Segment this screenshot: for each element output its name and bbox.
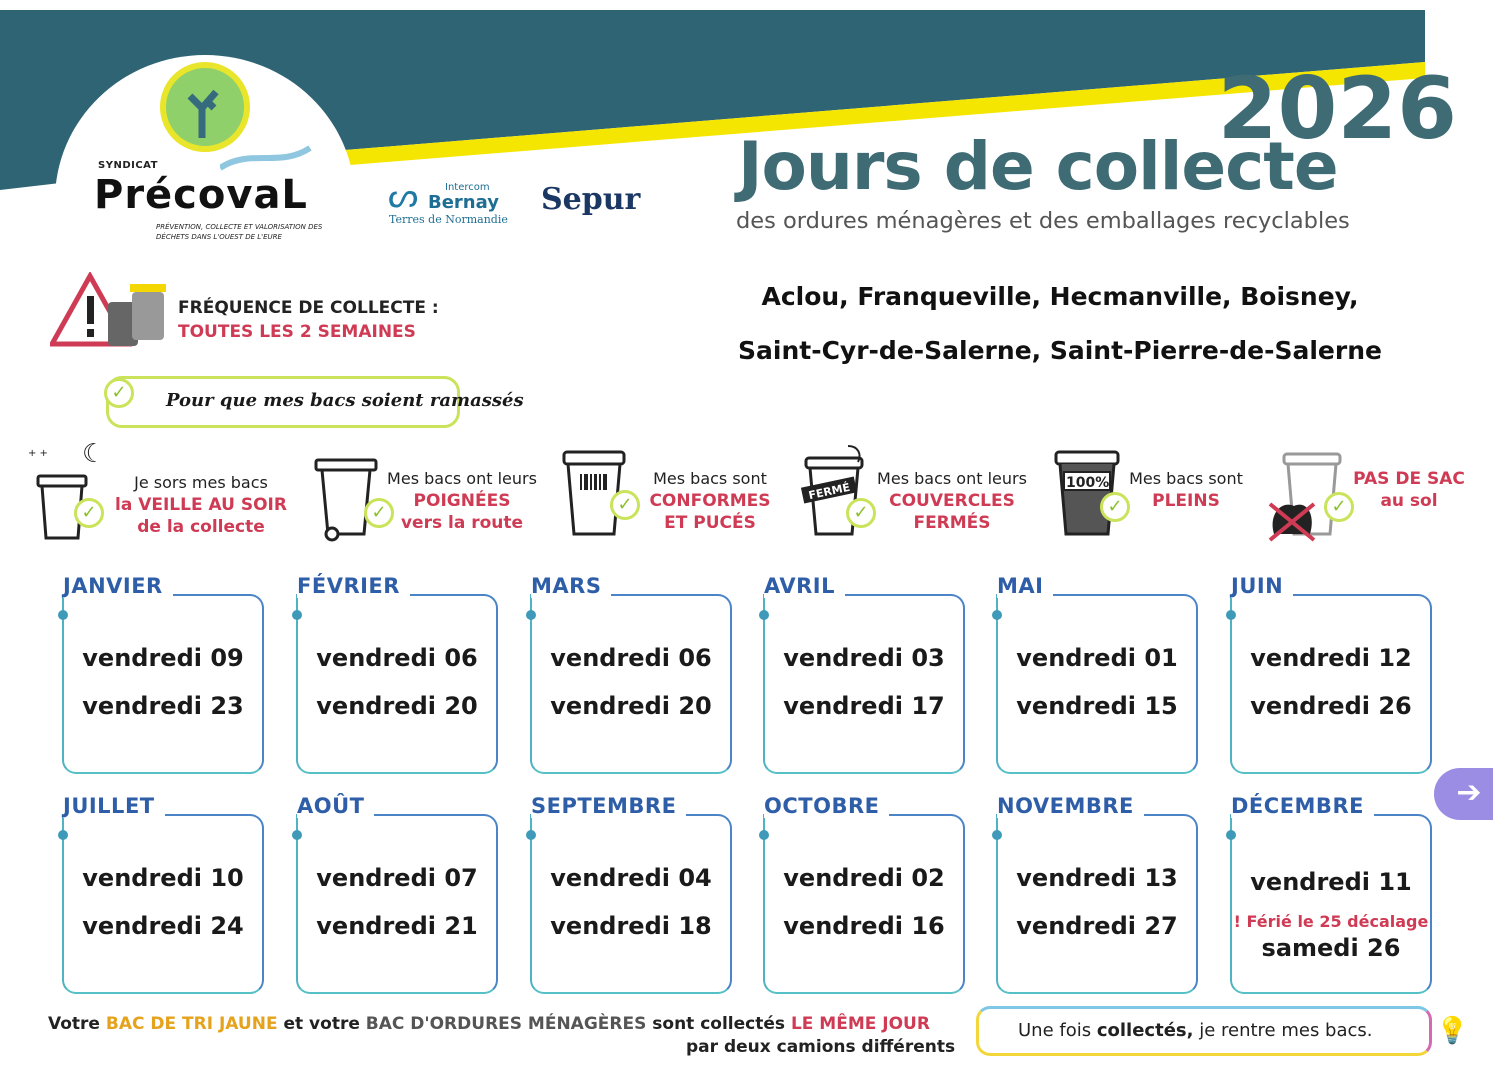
month-dot-icon [992, 830, 1002, 840]
month-dot-icon [526, 830, 536, 840]
collection-date: vendredi 10 [82, 864, 244, 892]
month-card [996, 814, 1198, 994]
month-card [296, 814, 498, 994]
month-dot-icon [526, 610, 536, 620]
partner-sepur-logo: Sepur [541, 182, 641, 217]
month-dot-icon [292, 830, 302, 840]
warning-bins-icon [50, 272, 170, 352]
month-card [1230, 814, 1432, 994]
month-dot-icon [292, 610, 302, 620]
month-name: MARS [531, 574, 611, 598]
collection-date: samedi 26 [1261, 934, 1401, 962]
check-icon: ✓ [610, 490, 640, 520]
month-dot-icon [58, 830, 68, 840]
month-name: JUILLET [63, 794, 165, 818]
collection-date: vendredi 27 [1016, 912, 1178, 940]
syndicat-label: SYNDICAT [98, 160, 158, 171]
month-name: JUIN [1231, 574, 1293, 598]
collection-date: vendredi 09 [82, 644, 244, 672]
bin-night-icon [20, 432, 110, 544]
month-card [530, 814, 732, 994]
check-icon: ✓ [846, 498, 876, 528]
month-card [763, 814, 965, 994]
month-dot-icon [58, 610, 68, 620]
collection-date: vendredi 01 [1016, 644, 1178, 672]
check-icon: ✓ [1100, 492, 1130, 522]
ferme-label: FERMÉ [807, 480, 852, 503]
check-icon: ✓ [74, 498, 104, 528]
frequency-label: FRÉQUENCE DE COLLECTE : [178, 298, 439, 318]
collection-date: vendredi 06 [550, 644, 712, 672]
collection-date: vendredi 11 [1250, 868, 1412, 896]
month-dot-icon [1226, 830, 1236, 840]
footer-line-1: Votre BAC DE TRI JAUNE et votre BAC D'ORDURES MÉNAGÈRES sont collectés LE MÊME JOUR [48, 1014, 930, 1034]
org-name: PrécovaL [94, 172, 308, 218]
month-card [1230, 594, 1432, 774]
collection-date: vendredi 23 [82, 692, 244, 720]
month-name: NOVEMBRE [997, 794, 1144, 818]
partner-bernay-name: Bernay [428, 192, 499, 213]
collection-date: vendredi 13 [1016, 864, 1178, 892]
collection-date: vendredi 06 [316, 644, 478, 672]
collection-date: vendredi 17 [783, 692, 945, 720]
collection-date: vendredi 24 [82, 912, 244, 940]
check-icon: ✓ [1324, 492, 1354, 522]
collection-date: vendredi 26 [1250, 692, 1412, 720]
year: 2026 [1217, 59, 1457, 159]
month-card [62, 594, 264, 774]
rule-1-text: Je sors mes bacs la VEILLE AU SOIR de la collecte [115, 473, 287, 537]
month-name: MAI [997, 574, 1053, 598]
month-card [763, 594, 965, 774]
month-dot-icon [992, 610, 1002, 620]
month-name: AVRIL [764, 574, 845, 598]
collection-date: vendredi 12 [1250, 644, 1412, 672]
page-subtitle: des ordures ménagères et des emballages recyclables [736, 208, 1350, 234]
svg-text:☾: ☾ [82, 439, 106, 469]
collection-date: vendredi 18 [550, 912, 712, 940]
month-dot-icon [759, 610, 769, 620]
holiday-note: ! Férié le 25 décalage [1233, 912, 1429, 931]
page-title: Jours de collecte [738, 128, 1338, 205]
collection-date: vendredi 21 [316, 912, 478, 940]
month-card [296, 594, 498, 774]
month-card [62, 814, 264, 994]
footer-line-2: par deux camions différents [686, 1037, 956, 1057]
rule-2-text: Mes bacs ont leurs POIGNÉES vers la route [387, 469, 537, 533]
collection-date: vendredi 02 [783, 864, 945, 892]
month-name: JANVIER [63, 574, 173, 598]
collection-date: vendredi 20 [316, 692, 478, 720]
collection-date: vendredi 03 [783, 644, 945, 672]
next-page-arrow-icon[interactable]: ➔ [1434, 768, 1493, 820]
frequency-value: TOUTES LES 2 SEMAINES [178, 322, 416, 342]
check-icon: ✓ [104, 378, 134, 408]
collection-date: vendredi 20 [550, 692, 712, 720]
bernay-logo-icon: ᔕ [388, 176, 419, 216]
collection-date: vendredi 16 [783, 912, 945, 940]
month-dot-icon [1226, 610, 1236, 620]
month-name: SEPTEMBRE [531, 794, 686, 818]
communes-line-1: Aclou, Franqueville, Hecmanville, Boisney, [761, 282, 1359, 311]
bin-handle-icon [312, 448, 382, 544]
month-card [996, 594, 1198, 774]
month-name: OCTOBRE [764, 794, 889, 818]
rule-3-text: Mes bacs sont CONFORMES ET PUCÉS [649, 469, 771, 533]
month-dot-icon [759, 830, 769, 840]
lightbulb-icon: 💡 [1436, 1016, 1469, 1046]
rule-5-text: Mes bacs sont PLEINS [1129, 469, 1243, 511]
rule-6-text: PAS DE SAC au sol [1353, 469, 1465, 511]
month-card [530, 594, 732, 774]
communes-line-2: Saint-Cyr-de-Salerne, Saint-Pierre-de-Salerne [738, 336, 1382, 365]
month-name: DÉCEMBRE [1231, 794, 1374, 818]
rules-title: Pour que mes bacs soient ramassés [166, 390, 524, 411]
reminder-text: Une fois collectés, je rentre mes bacs. [1018, 1020, 1373, 1041]
rule-4-text: Mes bacs ont leurs COUVERCLES FERMÉS [877, 469, 1027, 533]
collection-date: vendredi 04 [550, 864, 712, 892]
month-name: AOÛT [297, 794, 374, 818]
partner-bernay-sub: Terres de Normandie [389, 213, 508, 226]
svg-text:+ +: + + [28, 448, 48, 459]
check-icon: ✓ [364, 498, 394, 528]
collection-date: vendredi 15 [1016, 692, 1178, 720]
collection-date: vendredi 07 [316, 864, 478, 892]
month-name: FÉVRIER [297, 574, 410, 598]
full-percent-label: 100% [1066, 475, 1110, 491]
partner-intercom-label: Intercom [445, 182, 490, 193]
org-subtitle: PRÉVENTION, COLLECTE ET VALORISATION DES DÉCHETS DANS L'OUEST DE L'EURE [156, 223, 323, 241]
